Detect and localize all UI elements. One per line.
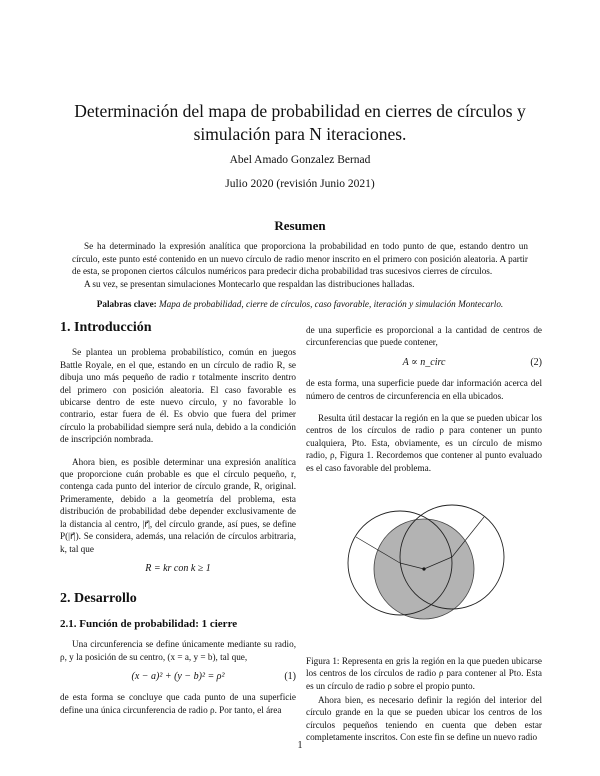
paragraph: Resulta útil destacar la región en la que se pueden ubicar los centros de los círculos de radio ρ para contener un punto cualquiera, Pto. Esta, obviamente, es un círculo de mismo radio, ρ, Figura 1. Recordemos que contener al punto evaluado es el caso favorable del problema. — [306, 413, 542, 473]
abstract-paragraph: Se ha determinado la expresión analítica que proporciona la probabilidad en todo punto de que, estando dentro un círculo, este punto esté contenido en un nuevo círculo de radio menor inscrito en el primero con posición aleatoria. A partir de esta, se proponen ciertos cálculos numéricos para predecir dicha probabilidad tras sucesivos cierres de círculos. — [72, 241, 528, 277]
section-heading: 1. Introducción — [60, 320, 152, 335]
page-number: 1 — [297, 740, 303, 751]
figure-caption: Figura 1: Representa en gris la región en la que pueden ubicarse los centros de los círculos de radio ρ para contener al Pto. Esta es un círculo de radio ρ sobre el propio punto. — [306, 656, 542, 691]
equation — [60, 671, 296, 683]
paragraph: de esta forma, una superficie puede dar información acerca del número de centros de circunferencia en ella ubicados. — [306, 378, 542, 401]
date: Julio 2020 (revisión Junio 2021) — [225, 178, 375, 190]
right-column — [306, 324, 542, 482]
equation — [306, 357, 542, 369]
paragraph: de esta forma se concluye que cada punto de una superficie define una única circunferencia de radio ρ. Por tanto, el área — [60, 692, 296, 715]
paragraph: de una superficie es proporcional a la cantidad de centros de circunferencias que puede contener, — [306, 325, 542, 348]
abstract-heading: Resumen — [274, 218, 326, 233]
paragraph: Una circunferencia se define únicamente mediante su radio, ρ, y la posición de su centro, (x = a, y = b), tal que, — [60, 639, 296, 662]
keywords-label: Palabras clave: — [96, 299, 157, 309]
paragraph: Ahora bien, es posible determinar una expresión analítica que proporcione cuán probable es que el círculo pequeño, r, contenga cada punto del interior de círculo grande, R, original. Primeramente, debido a la geometría del problema, esta distribución de probabilidad debe depender exclusivamente de la distancia al centro, |r⃗|, del círculo grande, así pues, se define P(|r⃗|). Se considera, además, una relación de círculos arbitraria, k, tal que — [60, 456, 296, 554]
left-column — [60, 322, 296, 724]
abstract-paragraph: A su vez, se presentan simulaciones Montecarlo que respaldan las distribuciones halladas. — [84, 278, 415, 289]
keywords-text: Mapa de probabilidad, cierre de círculos, caso favorable, iteración y simulación Montecarlo. — [159, 299, 504, 309]
equation: R = kr con k ≥ 1 — [145, 562, 211, 574]
paragraph: Ahora bien, es necesario definir la región del interior del círculo grande en la que se pueden ubicar los centros de los círculos pequeños teniendo en cuenta que deben estar completamente inscritos. Con este fin se define un nuevo radio — [306, 695, 542, 743]
equation-body: A ∝ n_circ — [402, 356, 446, 368]
equation-number: (1) — [284, 670, 296, 682]
subsection-heading: 2.1. Función de probabilidad: 1 cierre — [60, 617, 238, 630]
figure-1-diagram — [336, 493, 512, 643]
section-heading: 2. Desarrollo — [60, 591, 137, 607]
paragraph: Se plantea un problema probabilístico, común en juegos Battle Royale, en el que, estando en un círculo de radio R, se dibuja uno más pequeño de radio r totalmente inscrito dentro del primero con posición aleatoria. El caso favorable es ubicarse dentro de este nuevo círculo, y no favorable lo contrario, estar fuera de él. Es obvio que fuera del primer círculo la probabilidad siempre será nula, debido a la condición de inscripción nombrada. — [60, 347, 296, 445]
abstract — [72, 240, 528, 290]
paper-title: Determinación del mapa de probabilidad en cierres de círculos y simulación para N iteraciones. — [74, 101, 526, 144]
author: Abel Amado Gonzalez Bernad — [229, 154, 371, 166]
equation-number: (2) — [530, 356, 542, 368]
keywords — [72, 298, 528, 310]
equation-body: (x − a)² + (y − b)² = ρ² — [131, 670, 225, 682]
